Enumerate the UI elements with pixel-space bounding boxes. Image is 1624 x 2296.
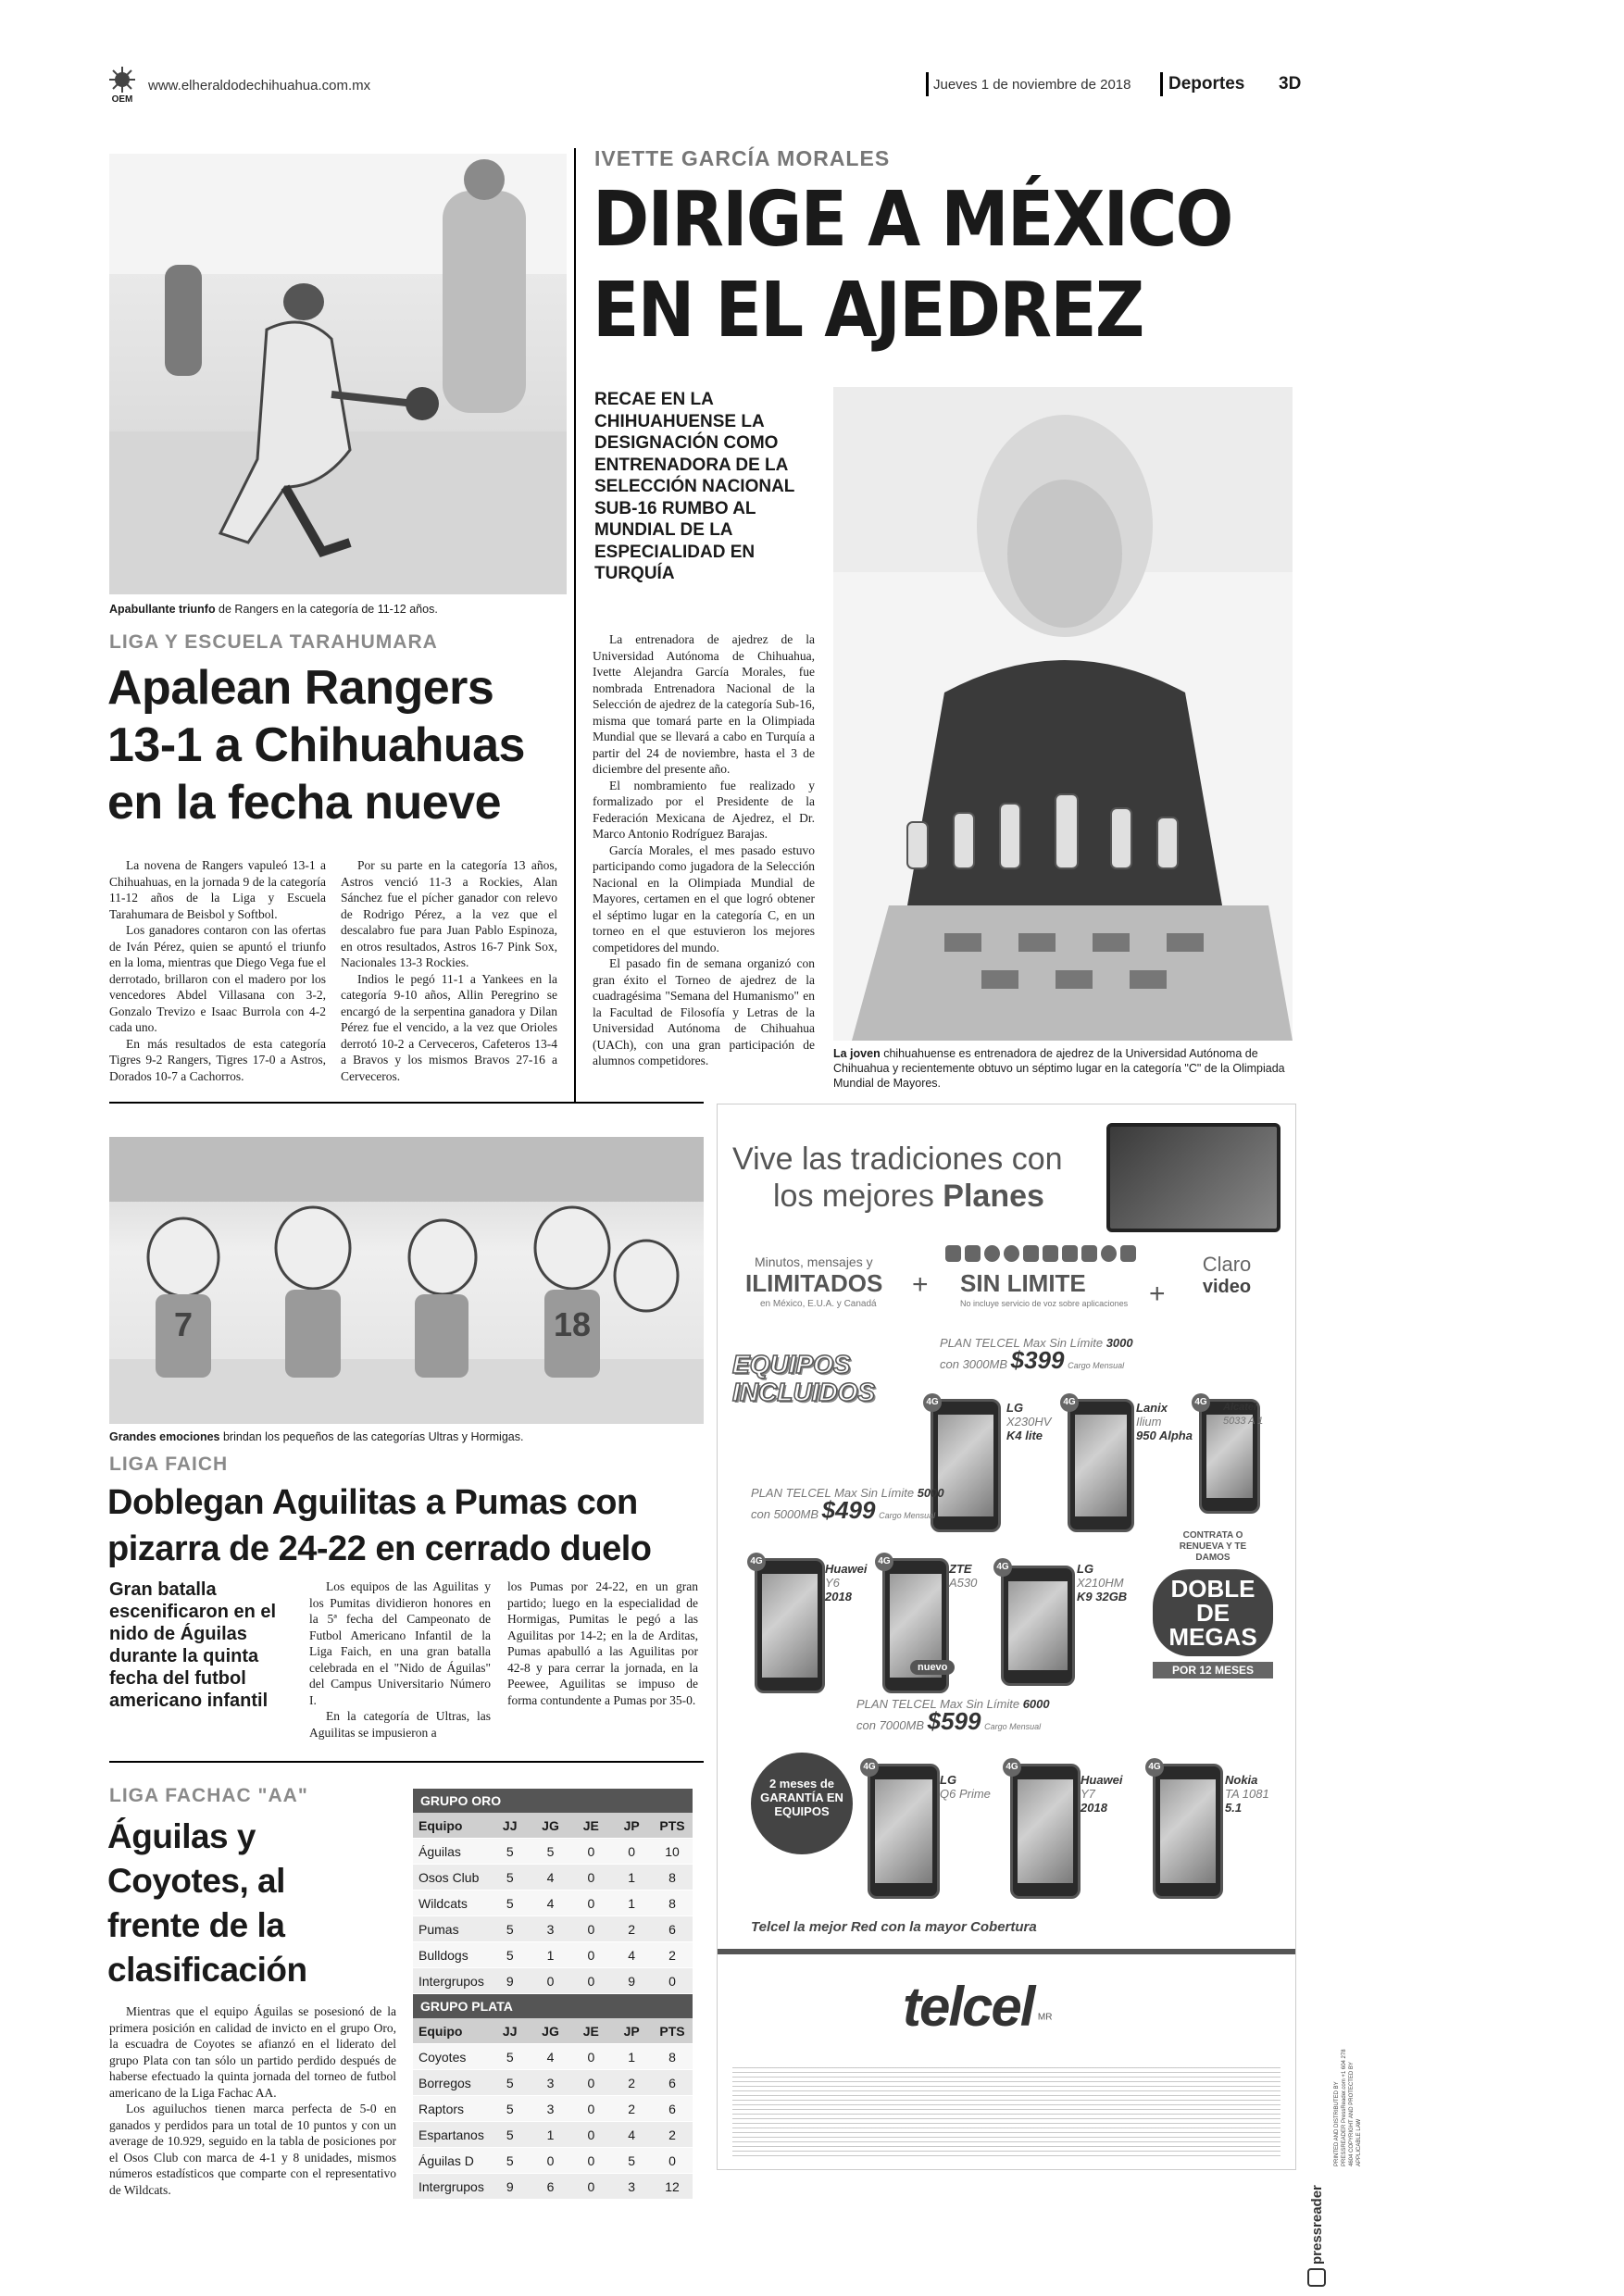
phone-huawei-y7 [1010, 1764, 1081, 1899]
plan-price-sub: Cargo Mensual [984, 1722, 1042, 1731]
baseball-player-illustration [109, 154, 567, 594]
plan-mb [856, 1707, 1097, 1735]
team-name: Bulldogs [413, 1942, 490, 1968]
stat-cell: 6 [652, 2096, 693, 2122]
telcel-brand: telcel [903, 1976, 1034, 2038]
4g-badge: 4G [1192, 1393, 1210, 1412]
phone-brand: ZTE [949, 1562, 972, 1576]
col-header: JJ [490, 2018, 531, 2044]
col-header: JJ [490, 1813, 531, 1839]
stat-cell: 2 [611, 2070, 652, 2096]
stat-cell: 4 [531, 2044, 571, 2070]
plan-1 [940, 1336, 1218, 1373]
stat-cell: 0 [570, 2096, 611, 2122]
ad-fine-print [732, 2067, 1280, 2160]
plan-label [940, 1336, 1218, 1350]
phone-label [1223, 1401, 1263, 1429]
phone-name: 2018 [1081, 1801, 1107, 1815]
stat-cell: 0 [570, 2174, 611, 2200]
4g-badge: 4G [1060, 1393, 1079, 1412]
team-name: Intergrupos [413, 1968, 490, 1994]
story3-col2 [507, 1578, 698, 1708]
table-row [413, 2148, 693, 2174]
table-row [413, 2044, 693, 2070]
caption-lead: Grandes emociones [109, 1430, 220, 1443]
column-rule-top [574, 148, 576, 1102]
oem-logo [106, 65, 139, 106]
plan-price-sub: Cargo Mensual [1068, 1361, 1125, 1370]
story1-kicker: LIGA Y ESCUELA TARAHUMARA [109, 631, 438, 653]
chess-caption [833, 1046, 1293, 1091]
4g-badge: 4G [747, 1553, 766, 1571]
plan-mb-text: con 3000MB [940, 1357, 1007, 1371]
story1-col2 [341, 857, 557, 1084]
stat-cell: 2 [611, 1916, 652, 1942]
plan-mb-text: con 5000MB [751, 1507, 818, 1521]
table-row [413, 2096, 693, 2122]
pressreader-logo [1305, 2157, 1328, 2287]
whatsapp-icon [1004, 1245, 1019, 1262]
rows-plata [413, 2044, 693, 2200]
group-plata-title: GRUPO PLATA [413, 1994, 693, 2018]
stat-cell: 4 [611, 2122, 652, 2148]
col-header: JP [611, 1813, 652, 1839]
phone-brand: Lanix [1136, 1401, 1168, 1415]
phone-label [1136, 1401, 1193, 1442]
stat-cell: 0 [570, 1890, 611, 1916]
paragraph: Indios le pegó 11-1 a Yankees en la categoría 9-10 años, Allin Peregrino se encargó de la serpentina ganadora y Dilan Pérez fue el vencido, a la vez que Orioles derrotó 10-2 a Cerveceros, Cafeteros 13-4 a Bravos y los mismos Bravos 27-16 a Cerveceros. [341, 971, 557, 1083]
phone-name: 950 Alpha [1136, 1429, 1193, 1442]
stat-cell: 1 [611, 1890, 652, 1916]
stat-cell: 2 [652, 2122, 693, 2148]
facebook-icon [1081, 1245, 1097, 1262]
stat-cell: 6 [652, 1916, 693, 1942]
stat-cell: 0 [570, 1916, 611, 1942]
paragraph: Los aguiluchos tienen marca perfecta de 5-0 en ganados y perdidos para un total de 10 puntos y con un average de 10.929, seguido en la tabla de posiciones por el Osos Club con marca de 4-1 y 8 unidades, mismos números estadísticos que comparte con el representativo de Wildcats. [109, 2102, 396, 2197]
phone-brand: LG [1006, 1401, 1024, 1415]
ad-hero-image [1106, 1123, 1280, 1232]
caption-text: brindan los pequeños de las categorías Ultras y Hormigas. [219, 1430, 524, 1443]
phone-label [1006, 1401, 1051, 1442]
stat-cell: 4 [531, 1865, 571, 1890]
team-name: Águilas [413, 1839, 490, 1865]
team-name: Borregos [413, 2070, 490, 2096]
standings [413, 1789, 693, 2200]
header-divider-2 [1160, 72, 1163, 96]
header-divider-1 [926, 72, 929, 96]
standings-table-oro [413, 1813, 693, 1994]
plan-number: 6000 [1022, 1697, 1050, 1711]
equipos-incluidos: EQUIPOS INCLUIDOS [732, 1350, 875, 1406]
chess-photo [833, 387, 1293, 1041]
stat-cell: 0 [531, 2148, 571, 2174]
col-header: Equipo [413, 2018, 490, 2044]
ad-tagline: Telcel la mejor Red con la mayor Cobertura [751, 1919, 1037, 1935]
phone-brand: Huawei [825, 1562, 868, 1576]
phone-label [1081, 1773, 1123, 1815]
plan-mb [751, 1496, 973, 1524]
plan-mb [940, 1346, 1218, 1374]
phone-nokia [1153, 1764, 1223, 1899]
standings-table-plata [413, 2018, 693, 2200]
phone-model: 5033 A 1 [1223, 1416, 1264, 1427]
instagram-icon [965, 1245, 981, 1262]
stat-cell: 3 [531, 1916, 571, 1942]
telcel-logo [903, 1975, 1052, 2039]
stat-cell: 0 [570, 1865, 611, 1890]
pressreader-info: PRINTED AND DISTRIBUTED BY PRESSREADER PressReader.com +1 604 278 4604 COPYRIGHT AND PROTECTED BY APPLICABLE LAW [1334, 2049, 1362, 2166]
phone-model: X210HM [1077, 1576, 1124, 1590]
phone-huawei-y6 [755, 1558, 825, 1693]
stat-cell: 0 [531, 1968, 571, 1994]
stat-cell: 6 [652, 2070, 693, 2096]
paragraph: Mientras que el equipo Águilas se posesionó de la primera posición en calidad de invicto en el grupo Oro, la escuadra de Coyotes se afianzó en el liderato del grupo Plata con tan sólo un partido perdido después de haberse efectuado la quinta jornada del torneo de futbol americano de la Liga Fachac AA. [109, 2004, 396, 2100]
stat-cell: 6 [531, 2174, 571, 2200]
phone-brand: LG [1077, 1562, 1094, 1576]
stat-cell: 5 [611, 2148, 652, 2174]
caption-text: de Rangers en la categoría de 11-12 años. [215, 603, 438, 616]
story2-headline-line2[interactable]: EN EL AJEDREZ [593, 267, 1143, 355]
stat-cell: 0 [570, 1968, 611, 1994]
nuevo-badge: nuevo [910, 1660, 955, 1675]
stat-cell: 5 [490, 2044, 531, 2070]
baseball-photo [109, 154, 567, 594]
football-caption [109, 1429, 704, 1444]
phone-brand: Nokia [1225, 1773, 1258, 1787]
svg-text:7: 7 [174, 1305, 194, 1343]
caption-lead: Apabullante triunfo [109, 603, 216, 616]
plan-price: $399 [1010, 1346, 1065, 1374]
phone-lg-k9 [1001, 1566, 1075, 1686]
paragraph: Los equipos de las Aguilitas y los Pumitas dividieron honores en la 5ª fecha del Campeonato de Futbol Americano Infantil de la Liga Faich, en una gran batalla celebrada en el "Nido de Águilas" del Campus Universitario Número I. [309, 1579, 491, 1707]
story3-headline[interactable]: Doblegan Aguilitas a Pumas con pizarra de 24-22 en cerrado duelo [107, 1483, 652, 1568]
stat-cell: 3 [611, 2174, 652, 2200]
page-number: 3D [1279, 74, 1302, 94]
col-header: Equipo [413, 1813, 490, 1839]
col-header: JP [611, 2018, 652, 2044]
telcel-mark: MR [1037, 2012, 1053, 2023]
stat-cell: 9 [490, 1968, 531, 1994]
stat-cell: 8 [652, 1865, 693, 1890]
stat-cell: 0 [570, 1839, 611, 1865]
plan-label-text: PLAN TELCEL Max Sin Límite [751, 1486, 915, 1500]
stat-cell: 2 [611, 2096, 652, 2122]
col-header: JG [531, 1813, 571, 1839]
stat-cell: 0 [570, 2122, 611, 2148]
paragraph: La novena de Rangers vapuleó 13-1 a Chihuahuas, en la jornada 9 de la categoría 11-12 años de la Liga y Escuela Tarahumara de Beisbol y Softbol. [109, 858, 326, 921]
plan-price: $599 [927, 1707, 981, 1735]
phone-name: 2018 [825, 1590, 852, 1603]
table-row [413, 2174, 693, 2200]
phone-lanix [1068, 1399, 1134, 1532]
stat-cell: 9 [490, 2174, 531, 2200]
snapchat-icon [945, 1245, 961, 1262]
phone-name: K4 lite [1006, 1429, 1043, 1442]
stat-cell: 5 [490, 2070, 531, 2096]
4g-badge: 4G [1145, 1758, 1164, 1777]
phone-label [1225, 1773, 1269, 1815]
messenger-icon [984, 1245, 1000, 1262]
phone-model: Ilium [1136, 1415, 1162, 1429]
story1-headline[interactable]: Apalean Rangers 13-1 a Chihuahuas en la fecha nueve [107, 661, 525, 830]
paragraph: Por su parte en la categoría 13 años, Astros venció 11-3 a Rockies, Alan Sánchez fue el pícher ganador con relevo de Rodrigo Pérez, a la vez que el descalabro fue para Juan Pablo Espinoza, en otros resultados, Astros 16-7 Pink Sox, Nacionales 13-3 Rockies. [341, 858, 557, 969]
doble-big: DOBLE DE MEGAS [1153, 1569, 1273, 1656]
4g-badge: 4G [993, 1558, 1012, 1577]
stat-cell: 3 [531, 2070, 571, 2096]
phone-label [949, 1562, 977, 1590]
pressreader-text: pressreader [1308, 2185, 1325, 2265]
stat-cell: 0 [570, 1942, 611, 1968]
plus-sign: + [1149, 1279, 1166, 1309]
team-name: Espartanos [413, 2122, 490, 2148]
col-header: PTS [652, 1813, 693, 1839]
col-header: JE [570, 2018, 611, 2044]
story4-kicker: LIGA FACHAC "AA" [109, 1785, 308, 1806]
stat-cell: 0 [570, 2148, 611, 2174]
video-icon [1043, 1245, 1058, 1262]
group-oro-title: GRUPO ORO [413, 1789, 693, 1813]
paragraph: En la categoría de Ultras, las Aguilitas se impusieron a [309, 1709, 491, 1740]
ad-title-pre: los mejores [773, 1179, 943, 1214]
football-players-illustration [109, 1137, 704, 1424]
4g-badge: 4G [1003, 1758, 1021, 1777]
stat-cell: 0 [652, 1968, 693, 1994]
phone-model: Y6 [825, 1576, 840, 1590]
table-row [413, 1916, 693, 1942]
phone-name: 5.1 [1225, 1801, 1243, 1815]
plan-3 [856, 1697, 1097, 1734]
phone-model: TA 1081 [1225, 1787, 1269, 1801]
story3-kicker: LIGA FAICH [109, 1454, 229, 1475]
table-row [413, 1865, 693, 1890]
4g-badge: 4G [923, 1393, 942, 1412]
pressreader-mark[interactable] [1305, 2157, 1333, 2287]
stat-cell: 1 [531, 1942, 571, 1968]
paragraph: García Morales, el mes pasado estuvo participando como jugadora de la Selección Nacional en la Olimpiada Mundial de Mayores, certamen en el que logró obtener el séptimo lugar en la categoría C, en un torneo en el que estuvieron los mejores competidores del mundo. [593, 842, 815, 955]
stat-cell: 3 [531, 2096, 571, 2122]
table-row [413, 2122, 693, 2148]
phone-lg-q6 [868, 1764, 940, 1899]
claro-video-logo [1181, 1253, 1273, 1298]
story1-col1 [109, 857, 326, 1084]
stat-cell: 1 [611, 2044, 652, 2070]
garantia-seal [751, 1753, 853, 1854]
stat-cell: 0 [611, 1839, 652, 1865]
stat-cell: 4 [611, 1942, 652, 1968]
claro-text: Claro [1202, 1253, 1252, 1276]
stat-cell: 5 [490, 1839, 531, 1865]
table-row [413, 1968, 693, 1994]
col-header: JE [570, 1813, 611, 1839]
team-name: Raptors [413, 2096, 490, 2122]
stat-cell: 0 [652, 2148, 693, 2174]
table-row [413, 1942, 693, 1968]
section-rule-bottom [109, 1761, 704, 1763]
app-a-icon [1023, 1245, 1039, 1262]
stat-cell: 0 [570, 2044, 611, 2070]
phone-brand: Huawei [1081, 1773, 1123, 1787]
stat-cell: 5 [490, 2122, 531, 2148]
phone-brand: Alcatel [1223, 1402, 1257, 1413]
story2-headline-line1[interactable]: DIRIGE A MÉXICO [593, 176, 1232, 264]
stat-cell: 1 [531, 2122, 571, 2148]
team-name: Coyotes [413, 2044, 490, 2070]
plan-price-sub: Cargo Mensual [879, 1511, 936, 1520]
doble-sub: POR 12 MESES [1153, 1662, 1273, 1678]
chess-coach-illustration [833, 387, 1293, 1041]
phone-label [825, 1562, 868, 1603]
ad-title-bold: Planes [943, 1179, 1044, 1214]
stat-cell: 4 [531, 1890, 571, 1916]
phone-model: A530 [949, 1576, 978, 1590]
story2-kicker: IVETTE GARCÍA MORALES [594, 146, 891, 170]
stat-cell: 5 [490, 1865, 531, 1890]
stat-cell: 8 [652, 1890, 693, 1916]
plan-number: 5000 [917, 1486, 944, 1500]
col-header: PTS [652, 2018, 693, 2044]
plan-number: 3000 [1106, 1336, 1133, 1350]
stat-cell: 5 [531, 1839, 571, 1865]
table-header [413, 1813, 693, 1839]
team-name: Intergrupos [413, 2174, 490, 2200]
plan-price: $499 [821, 1496, 876, 1524]
ad-title-line2 [773, 1179, 1044, 1215]
stat-cell: 5 [490, 1890, 531, 1916]
4g-badge: 4G [875, 1553, 893, 1571]
football-photo [109, 1137, 704, 1424]
plan-mb-text: con 7000MB [856, 1718, 924, 1732]
doble-megas-badge [1153, 1530, 1273, 1677]
app-icons-row [945, 1245, 1136, 1266]
phone-brand: LG [940, 1773, 957, 1787]
table-row [413, 1839, 693, 1865]
plus-sign: + [912, 1269, 929, 1300]
phone-model: Q6 Prime [940, 1787, 991, 1801]
garantia-text: 2 meses de GARANTÍA EN EQUIPOS [760, 1777, 843, 1818]
paragraph: La entrenadora de ajedrez de la Universidad Autónoma de Chihuahua, Ivette Alejandra García Morales, fue nombrada Entrenadora Nacional de la Selección de ajedrez de la categoría Sub-16, misma que tomará parte en la Olimpiada Mundial que se llevará a cabo en Turquía a partir del 24 de noviembre, hasta el 3 de diciembre del presente año. [593, 632, 815, 776]
stat-cell: 5 [490, 2096, 531, 2122]
stat-cell: 8 [652, 2044, 693, 2070]
issue-date: Jueves 1 de noviembre de 2018 [933, 77, 1131, 93]
story3-deck: Gran batalla escenificaron en el nido de Águilas durante la quinta fecha del futbol americano infantil [109, 1579, 277, 1711]
paragraph: El pasado fin de semana organizó con gran éxito el Torneo de ajedrez de la cuadragésima "Semana del Humanismo" en la Facultad de Filosofía y Letras de la Universidad Autónoma de Chihuahua (UACh), con una gran participación de alumnos competidores. [593, 956, 815, 1067]
story4-headline[interactable]: Águilas y Coyotes, al frente de la clasificación [107, 1817, 307, 1989]
stat-cell: 5 [490, 2148, 531, 2174]
story4-body [109, 2003, 396, 2198]
paragraph: Los ganadores contaron con las ofertas de Iván Pérez, quien se apuntó el triunfo en la loma, mientras que Diego Vega fue el derrotado, brillaron con el madero por los vencedores Abdel Villasana con 3-2, Gonzalo Trevizo e Isaac Burrola con 4-2 cada uno. [109, 923, 326, 1034]
site-url[interactable]: www.elheraldodechihuahua.com.mx [148, 78, 371, 94]
unl-sub: en México, E.U.A. y Canadá [760, 1299, 877, 1309]
stat-cell: 5 [490, 1942, 531, 1968]
stat-cell: 2 [652, 1942, 693, 1968]
phone-label [940, 1773, 991, 1801]
plan-label-text: PLAN TELCEL Max Sin Límite [856, 1697, 1020, 1711]
paragraph: los Pumas por 24-22, en un gran partido; luego en la especialidad de Hormigas, Pumitas le pegó a las Aguilitas por 14-2; en la de Arditas, Pumas apabulló a las Aguilitas por 42-8 y para cerrar la jornada, en la Peewee, Aguilitas se impuso de forma contundente a Pumas por 35-0. [507, 1579, 698, 1707]
stat-cell: 0 [570, 2070, 611, 2096]
team-name: Osos Club [413, 1865, 490, 1890]
story3-col1 [309, 1578, 491, 1741]
stat-cell: 9 [611, 1968, 652, 1994]
story2-body [593, 631, 815, 1069]
caption-text: chihuahuense es entrenadora de ajedrez de la Universidad Autónoma de Chihuahua y recientemente obtuvo un séptimo lugar en la categoría "C" de la Olimpiada Mundial de Mayores. [833, 1047, 1285, 1090]
ad-band [718, 1949, 1295, 1954]
paragraph: En más resultados de esta categoría Tigres 9-2 Rangers, Tigres 17-0 a Astros, Dorados 10-7 a Cachorros. [109, 1036, 326, 1083]
4g-badge: 4G [860, 1758, 879, 1777]
unl-top: Minutos, mensajes y [755, 1254, 873, 1269]
ad-title-line1: Vive las tradiciones con [732, 1142, 1063, 1177]
caption-lead: La joven [833, 1047, 881, 1060]
rows-oro [413, 1839, 693, 1994]
stat-cell: 12 [652, 2174, 693, 2200]
phone-model: X230HV [1006, 1415, 1052, 1429]
twitter-icon [1062, 1245, 1078, 1262]
svg-text:18: 18 [554, 1305, 592, 1343]
plan-2 [751, 1486, 973, 1523]
section-name: Deportes [1168, 74, 1245, 94]
doble-top: CONTRATA O RENUEVA Y TE DAMOS [1179, 1530, 1247, 1563]
sin-limite: SIN LIMITE [960, 1269, 1086, 1297]
plan-label-text: PLAN TELCEL Max Sin Límite [940, 1336, 1104, 1350]
team-name: Wildcats [413, 1890, 490, 1916]
story2-deck: RECAE EN LA CHIHUAHUENSE LA DESIGNACIÓN COMO ENTRENADORA DE LA SELECCIÓN NACIONAL SUB-16 RUMBO AL MUNDIAL DE LA ESPECIALIDAD EN TURQUÍA [594, 390, 795, 583]
uber-icon [1120, 1245, 1136, 1262]
paragraph: El nombramiento fue realizado y formalizado por el Presidente de la Federación Mexicana de Ajedrez, el Dr. Marco Antonio Rodríguez Barajas. [593, 778, 815, 841]
logo-text: OEM [111, 94, 133, 105]
stat-cell: 10 [652, 1839, 693, 1865]
table-row [413, 1890, 693, 1916]
section-rule-mid [109, 1102, 704, 1104]
team-name: Águilas D [413, 2148, 490, 2174]
baseball-caption [109, 602, 567, 617]
team-name: Pumas [413, 1916, 490, 1942]
chat-icon [1101, 1245, 1117, 1262]
stat-cell: 5 [490, 1916, 531, 1942]
telcel-ad[interactable] [717, 1104, 1296, 2170]
phone-name: K9 32GB [1077, 1590, 1128, 1603]
col-header: JG [531, 2018, 571, 2044]
table-header [413, 2018, 693, 2044]
phone-label [1077, 1562, 1127, 1603]
unl-big: ILIMITADOS [745, 1269, 883, 1297]
video-text: video [1202, 1277, 1252, 1297]
phone-model: Y7 [1081, 1787, 1095, 1801]
sin-limite-sub: No incluye servicio de voz sobre aplicaciones [960, 1299, 1129, 1308]
table-row [413, 2070, 693, 2096]
stat-cell: 1 [611, 1865, 652, 1890]
pressreader-icon [1307, 2268, 1326, 2287]
